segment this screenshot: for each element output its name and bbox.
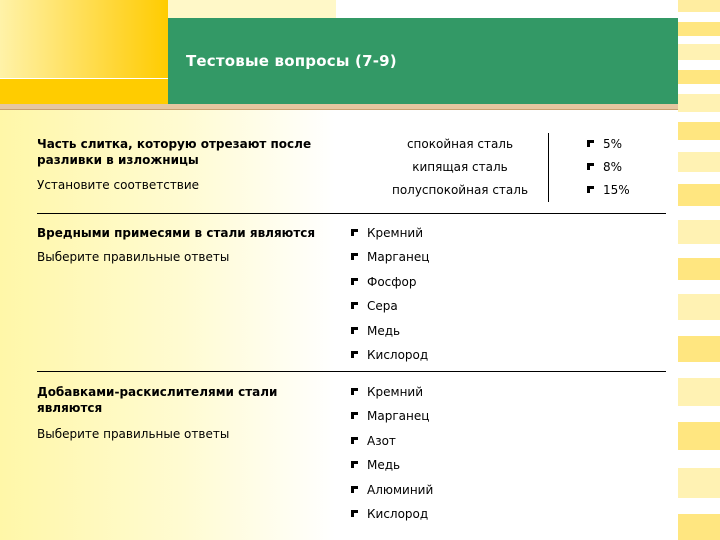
steel-type-boiling: кипящая сталь: [412, 160, 508, 174]
q7-option-3[interactable]: [587, 182, 630, 198]
question-8-instruction: Выберите правильные ответы: [37, 250, 230, 264]
checkbox-square-icon: [351, 388, 358, 395]
q9-option-4[interactable]: [351, 457, 400, 473]
header-divider-shadow: [0, 109, 678, 110]
question-9-instruction: Выберите правильные ответы: [37, 427, 230, 441]
q8-option-4[interactable]: [351, 298, 398, 314]
steel-type-calm: спокойная сталь: [406, 137, 514, 151]
q8-option-2-label: Марганец: [367, 250, 430, 264]
checkbox-square-icon: [351, 302, 358, 309]
checkbox-square-icon: [587, 186, 594, 193]
q9-option-3[interactable]: [351, 433, 396, 449]
checkbox-square-icon: [351, 229, 358, 236]
header-cream-block: [168, 0, 336, 18]
decorative-stripes: [678, 0, 720, 540]
q7-option-2[interactable]: [587, 159, 622, 175]
header-yellow-gradient: [0, 0, 168, 79]
question-8-text: Вредными примесями в стали являются: [37, 226, 316, 240]
q9-option-4-label: Медь: [367, 458, 401, 472]
q7-option-1[interactable]: [587, 136, 622, 152]
q9-option-2-label: Марганец: [367, 409, 430, 423]
q7-option-2-label: 8%: [603, 160, 623, 174]
q8-option-6-label: Кислород: [367, 348, 429, 362]
q7-option-1-label: 5%: [603, 137, 623, 151]
q8-option-3[interactable]: [351, 274, 417, 290]
q9-option-2[interactable]: [351, 408, 429, 424]
q8-option-6[interactable]: [351, 347, 428, 363]
checkbox-square-icon: [351, 327, 358, 334]
q9-option-1-label: Кремний: [367, 385, 424, 399]
checkbox-square-icon: [351, 351, 358, 358]
section-divider-2: [37, 371, 666, 372]
checkbox-square-icon: [351, 461, 358, 468]
q8-option-4-label: Сера: [367, 299, 398, 313]
q8-option-5[interactable]: [351, 323, 400, 339]
q9-option-3-label: Азот: [367, 434, 396, 448]
checkbox-square-icon: [351, 510, 358, 517]
q8-option-5-label: Медь: [367, 324, 401, 338]
checkbox-square-icon: [587, 140, 594, 147]
q8-option-2[interactable]: [351, 249, 429, 265]
q8-option-1-label: Кремний: [367, 226, 424, 240]
header-yellow-block: [0, 0, 168, 104]
checkbox-square-icon: [351, 486, 358, 493]
match-divider: [548, 133, 549, 202]
q8-option-1[interactable]: [351, 225, 423, 241]
question-7-instruction: Установите соответствие: [37, 178, 200, 192]
q7-option-3-label: 15%: [603, 183, 630, 197]
checkbox-square-icon: [351, 253, 358, 260]
checkbox-square-icon: [587, 163, 594, 170]
question-9-text: Добавками-раскислителями стали являются: [37, 385, 278, 415]
q9-option-6-label: Кислород: [367, 507, 429, 521]
q9-option-5[interactable]: [351, 482, 433, 498]
left-panel-background: [0, 108, 335, 540]
q9-option-6[interactable]: [351, 506, 428, 522]
checkbox-square-icon: [351, 412, 358, 419]
section-divider-1: [37, 213, 666, 214]
q9-option-1[interactable]: [351, 384, 423, 400]
header-white-block: [336, 0, 678, 18]
q9-option-5-label: Алюминий: [367, 483, 434, 497]
question-7-text: Часть слитка, которую отрезают после разливки в изложницы: [37, 137, 312, 167]
steel-type-semicalm: полуспокойная сталь: [391, 183, 529, 197]
q8-option-3-label: Фосфор: [367, 275, 417, 289]
page-title: Тестовые вопросы (7-9): [186, 52, 397, 70]
checkbox-square-icon: [351, 437, 358, 444]
checkbox-square-icon: [351, 278, 358, 285]
